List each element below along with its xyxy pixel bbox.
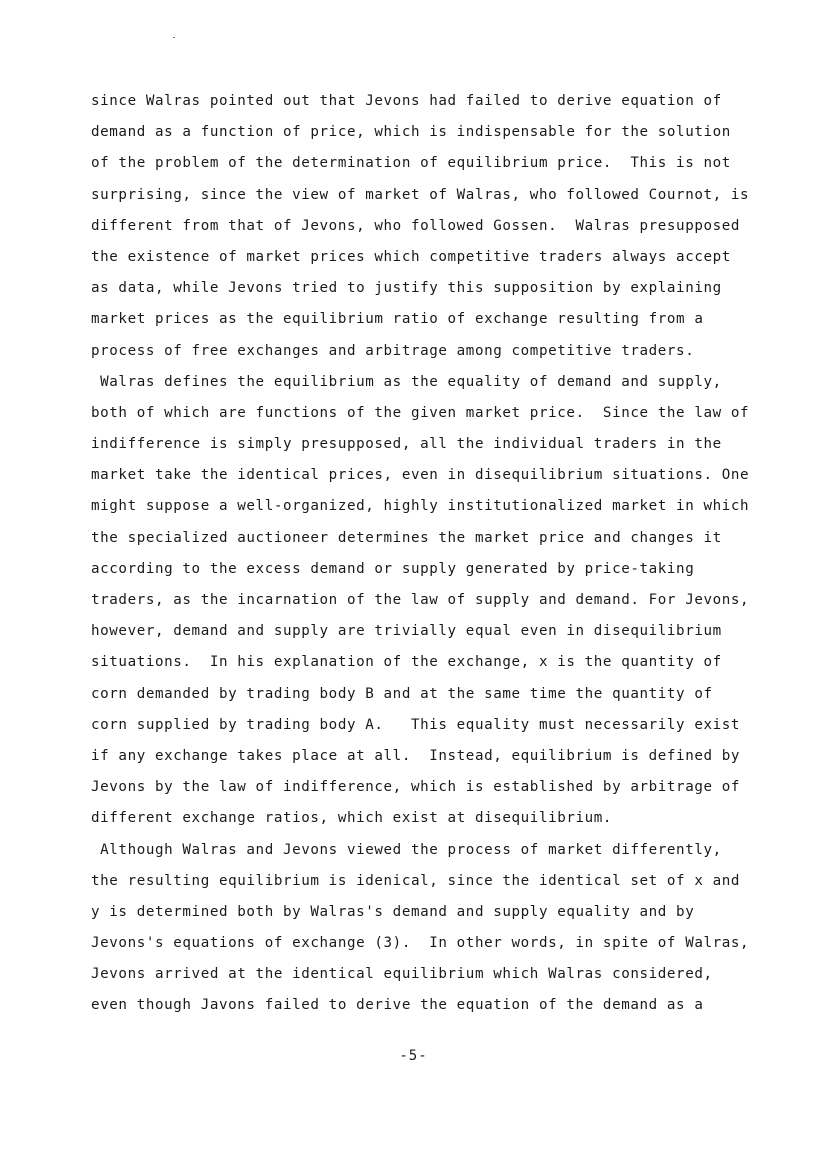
body-text	[91, 86, 771, 1022]
text-line: according to the excess demand or supply generated by price-taking	[91, 560, 695, 577]
text-line: market prices as the equilibrium ratio of exchange resulting from a	[91, 311, 704, 328]
text-line: since Walras pointed out that Jevons had failed to derive equation of	[91, 93, 722, 109]
text-line: demand as a function of price, which is indispensable for the solution	[91, 124, 731, 141]
page-number: -5-	[399, 1048, 428, 1064]
text-line: as data, while Jevons tried to justify this supposition by explaining	[91, 280, 722, 297]
text-line: the resulting equilibrium is idenical, since the identical set of x and	[91, 872, 741, 889]
text-line: traders, as the incarnation of the law of supply and demand. For Jevons,	[91, 592, 750, 608]
text-line: different exchange ratios, which exist at disequilibrium.	[91, 810, 613, 827]
text-line: Although Walras and Jevons viewed the process of market differently,	[91, 841, 722, 858]
text-line: the specialized auctioneer determines the market price and changes it	[91, 529, 722, 546]
text-line: Jevons arrived at the identical equilibrium which Walras considered,	[91, 966, 713, 983]
text-line: corn demanded by trading body B and at the same time the quantity of	[91, 685, 713, 702]
scan-speck	[173, 37, 175, 38]
text-line: both of which are functions of the given market price. Since the law of	[91, 404, 750, 421]
text-line: market take the identical prices, even in disequilibrium situations. One	[91, 467, 750, 484]
text-line: even though Javons failed to derive the equation of the demand as a	[91, 997, 704, 1014]
text-line: Jevons's equations of exchange (3). In other words, in spite of Walras,	[91, 935, 750, 952]
text-line: Jevons by the law of indifference, which is established by arbitrage of	[91, 779, 741, 796]
text-line: Walras defines the equilibrium as the equality of demand and supply,	[91, 373, 722, 390]
text-line: of the problem of the determination of equilibrium price. This is not	[91, 155, 731, 172]
text-line: different from that of Jevons, who followed Gossen. Walras presupposed	[91, 217, 741, 234]
text-line: process of free exchanges and arbitrage among competitive traders.	[91, 342, 695, 359]
text-line: if any exchange takes place at all. Instead, equilibrium is defined by	[91, 747, 741, 764]
text-line: surprising, since the view of market of Walras, who followed Cournot, is	[91, 186, 750, 203]
text-line: situations. In his explanation of the exchange, x is the quantity of	[91, 654, 722, 671]
text-line: however, demand and supply are trivially equal even in disequilibrium	[91, 623, 722, 640]
text-line: corn supplied by trading body A. This equality must necessarily exist	[91, 716, 741, 733]
text-line: might suppose a well-organized, highly institutionalized market in which	[91, 498, 750, 515]
text-line: the existence of market prices which competitive traders always accept	[91, 248, 731, 265]
text-line: y is determined both by Walras's demand and supply equality and by	[91, 903, 695, 920]
text-line: indifference is simply presupposed, all the individual traders in the	[91, 436, 722, 453]
